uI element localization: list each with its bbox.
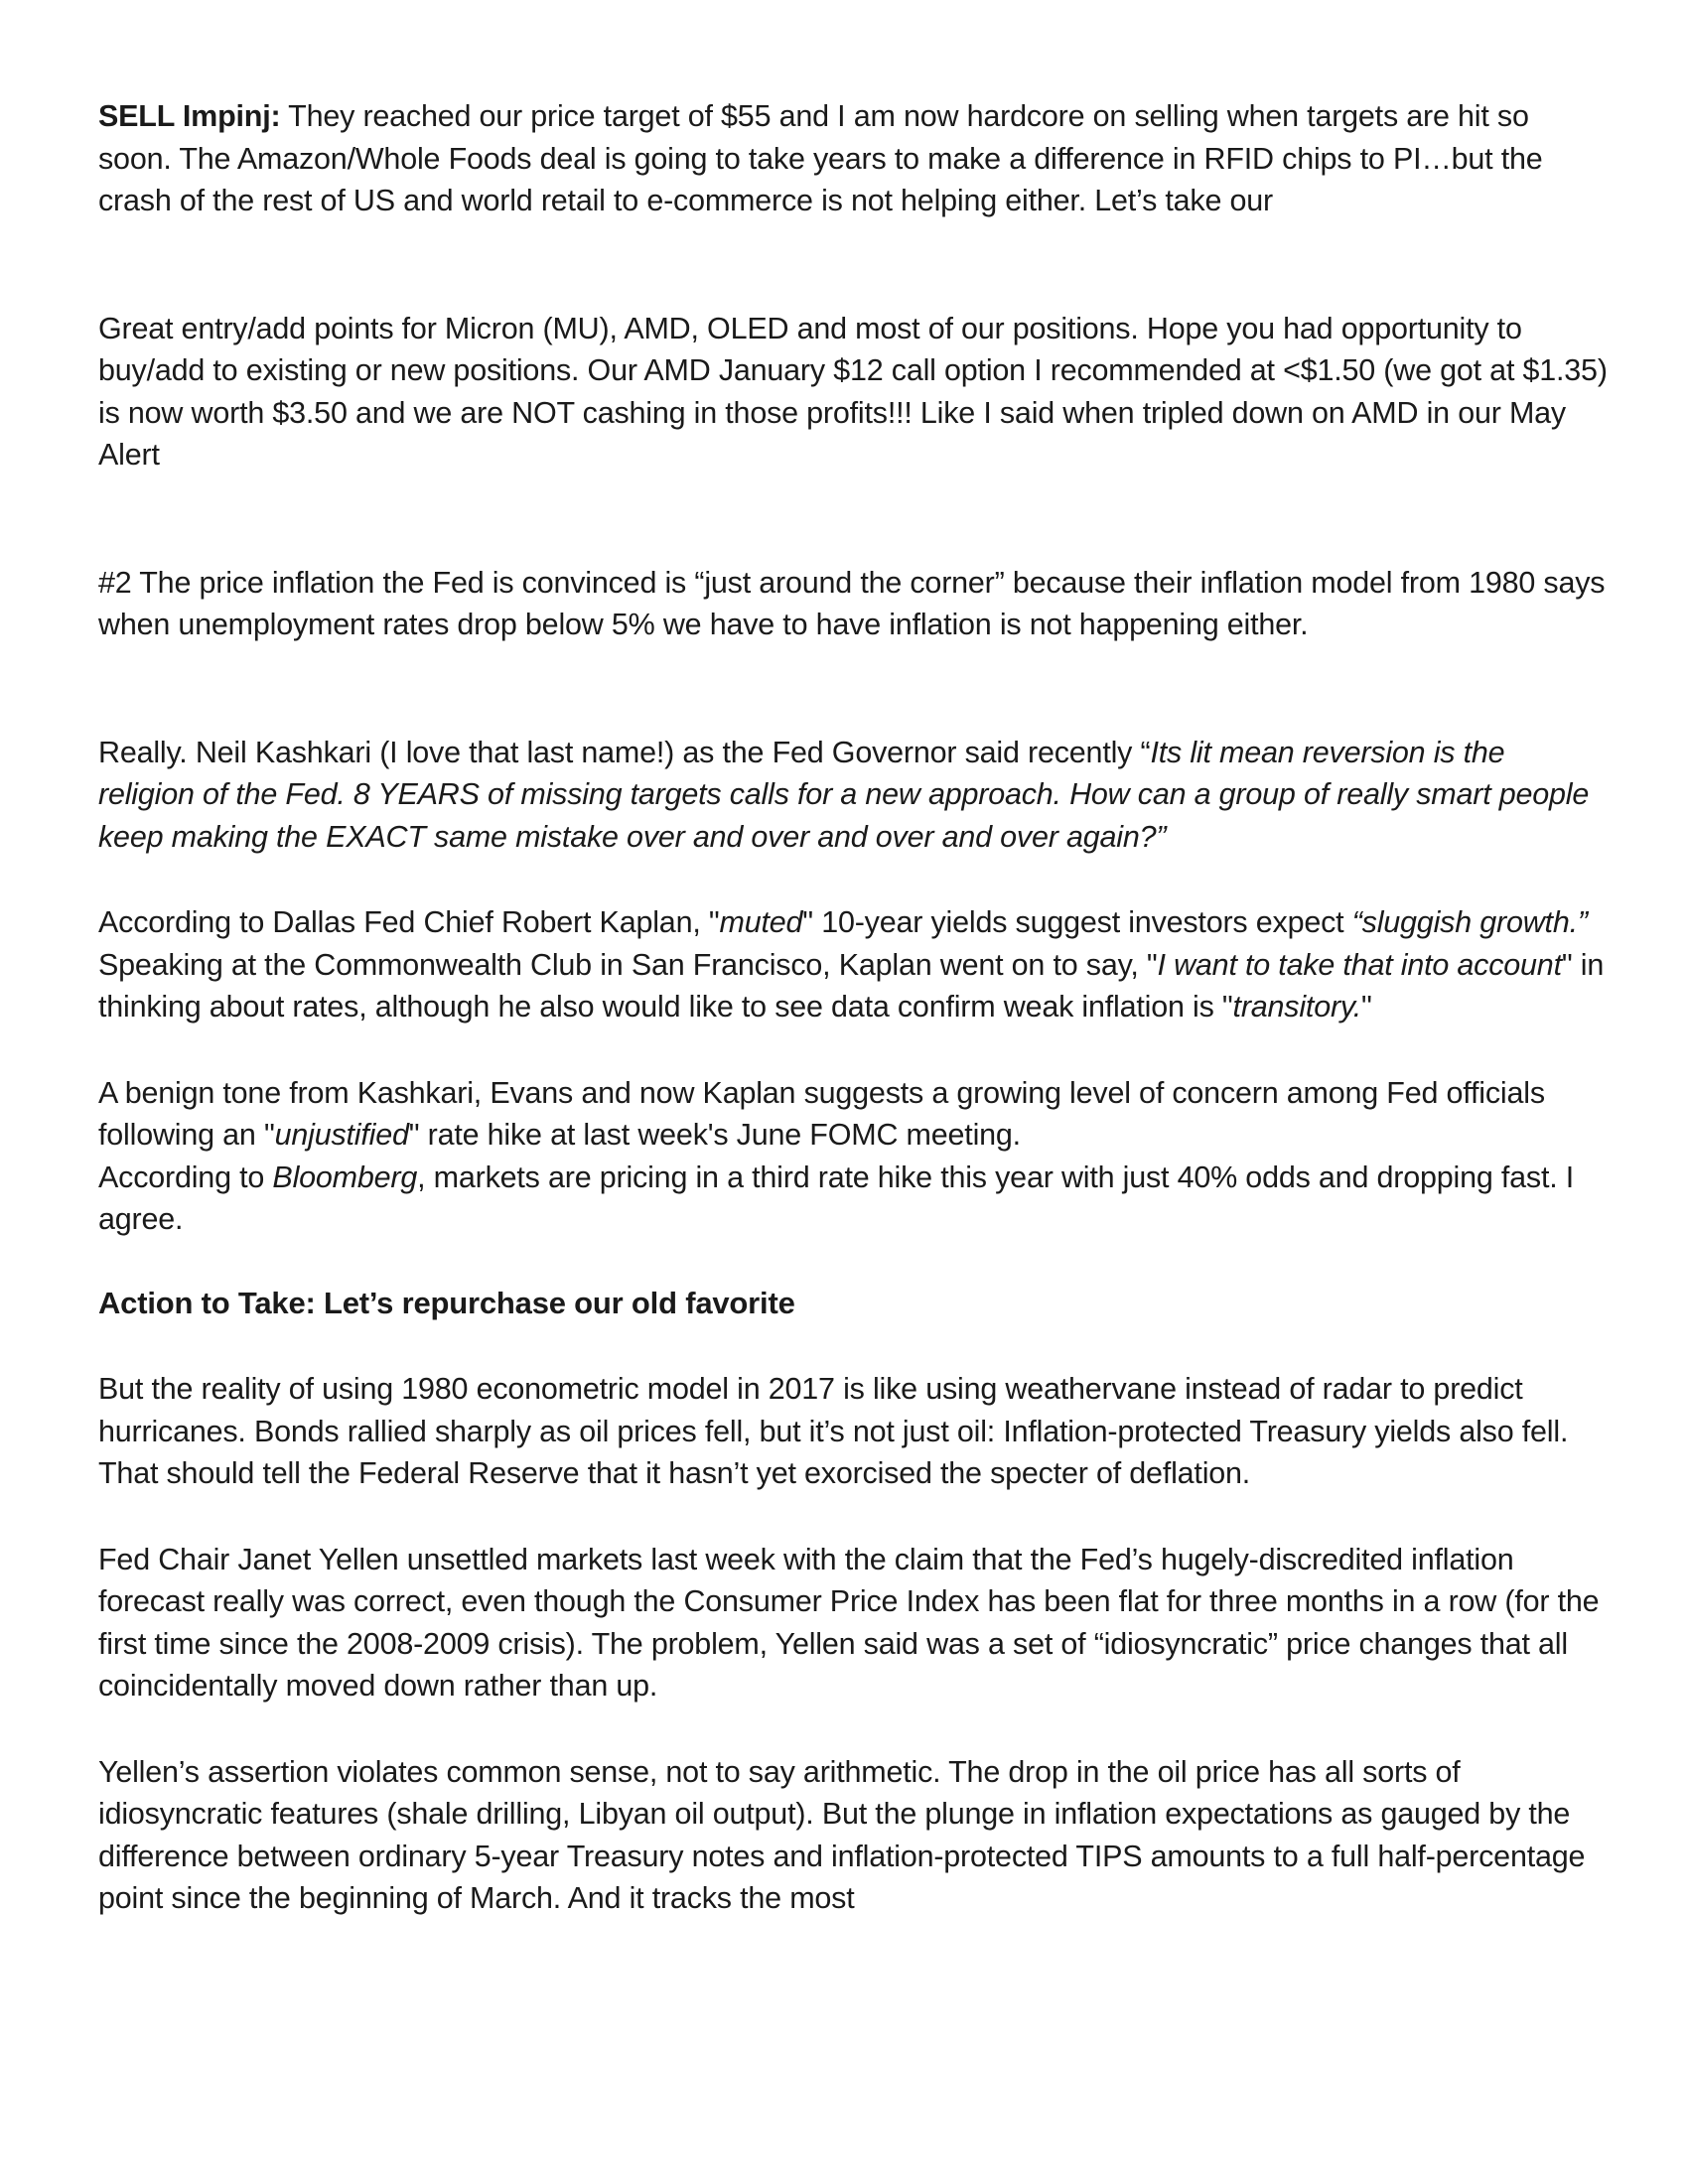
paragraph-text: , markets are pricing in a third rate hike this year with just 40% odds and dropping fast. I agree.	[98, 1160, 1575, 1236]
paragraph-text: " 10-year yields suggest investors expect	[802, 905, 1352, 939]
italic-phrase: muted	[719, 905, 803, 939]
paragraph-price-inflation	[98, 562, 1608, 646]
paragraph-yellen-assertion	[98, 1751, 1608, 1920]
italic-phrase: Bloomberg	[272, 1160, 418, 1194]
paragraph-entry-points	[98, 308, 1608, 477]
paragraph-text: They reached our price target of $55 and I am now hardcore on selling when targets are hit so soon. The Amazon/Whole Foods deal is going to take years to make a difference in RFID chips to PI…but the crash of the rest of US and world retail to e-commerce is not helping either. Let’s take our	[98, 99, 1543, 217]
paragraph-yellen-forecast	[98, 1539, 1608, 1707]
paragraph-text: " rate hike at last week's June FOMC meeting.	[408, 1118, 1021, 1152]
paragraph-text: According to Dallas Fed Chief Robert Kaplan, "	[98, 905, 720, 939]
italic-phrase: unjustified	[274, 1118, 409, 1152]
paragraph-econometric-model	[98, 1368, 1608, 1495]
section-heading: Action to Take: Let’s repurchase our old favorite	[98, 1285, 795, 1320]
paragraph-text: Speaking at the Commonwealth Club in San Francisco, Kaplan went on to say, "	[98, 947, 1158, 982]
paragraph-text: Yellen’s assertion violates common sense, not to say arithmetic. The drop in the oil price has all sorts of idiosyncratic features (shale drilling, Libyan oil output). But the plunge in inflation expectations as gauged by the difference between ordinary 5-year Treasury notes and inflation-protected TIPS amounts to a full half-percentage point since the beginning of March. And it tracks the most	[98, 1754, 1586, 1915]
paragraph-text: A benign tone from Kashkari, Evans and now Kaplan suggests a growing level of concern among Fed officials following an "	[98, 1075, 1545, 1152]
paragraph-text: Fed Chair Janet Yellen unsettled markets last week with the claim that the Fed’s hugely-discredited inflation forecast really was correct, even though the Consumer Price Index has been flat for three months in a row (for the first time since the 2008-2009 crisis). The problem, Yellen said was a set of “idiosyncratic” price changes that all coincidentally moved down rather than up.	[98, 1542, 1600, 1703]
italic-phrase: “sluggish growth.”	[1351, 905, 1588, 939]
paragraph-text: Great entry/add points for Micron (MU), AMD, OLED and most of our positions. Hope you had opportunity to buy/add to existing or new positions. Our AMD January $12 call option I recommended at <$1.50 (we got at $1.35) is now worth $3.50 and we are NOT cashing in those profits!!! Like I said when tripled down on AMD in our May Alert	[98, 311, 1608, 472]
paragraph-text: "	[1360, 990, 1372, 1024]
sell-impinj-label: SELL Impinj:	[98, 99, 281, 133]
paragraph-kashkari	[98, 732, 1608, 859]
italic-phrase: transitory.	[1232, 990, 1361, 1024]
paragraph-kaplan	[98, 901, 1608, 1028]
kashkari-quote: Its lit mean reversion is the religion of the Fed. 8 YEARS of missing targets calls for a new approach. How can a group of really smart people keep making the EXACT same mistake over and over and over and over again?”	[98, 735, 1590, 854]
paragraph-text: According to	[98, 1160, 273, 1194]
paragraph-text: Really. Neil Kashkari (I love that last name!) as the Fed Governor said recently “	[98, 735, 1151, 769]
italic-phrase: I want to take that into account	[1157, 947, 1562, 982]
paragraph-text: #2 The price inflation the Fed is convinced is “just around the corner” because their inflation model from 1980 says when unemployment rates drop below 5% we have to have inflation is not happening either.	[98, 565, 1606, 641]
paragraph-text: " in thinking about rates, although he also would like to see data confirm weak inflation is "	[98, 947, 1605, 1024]
paragraph-sell-impinj	[98, 95, 1608, 222]
paragraph-benign-tone	[98, 1072, 1608, 1241]
document-page	[98, 95, 1608, 1920]
paragraph-text: But the reality of using 1980 econometric model in 2017 is like using weathervane instead of radar to predict hurricanes. Bonds rallied sharply as oil prices fell, but it’s not just oil: Inflation-protected Treasury yields also fell. That should tell the Federal Reserve that it hasn’t yet exorcised the specter of deflation.	[98, 1372, 1569, 1490]
